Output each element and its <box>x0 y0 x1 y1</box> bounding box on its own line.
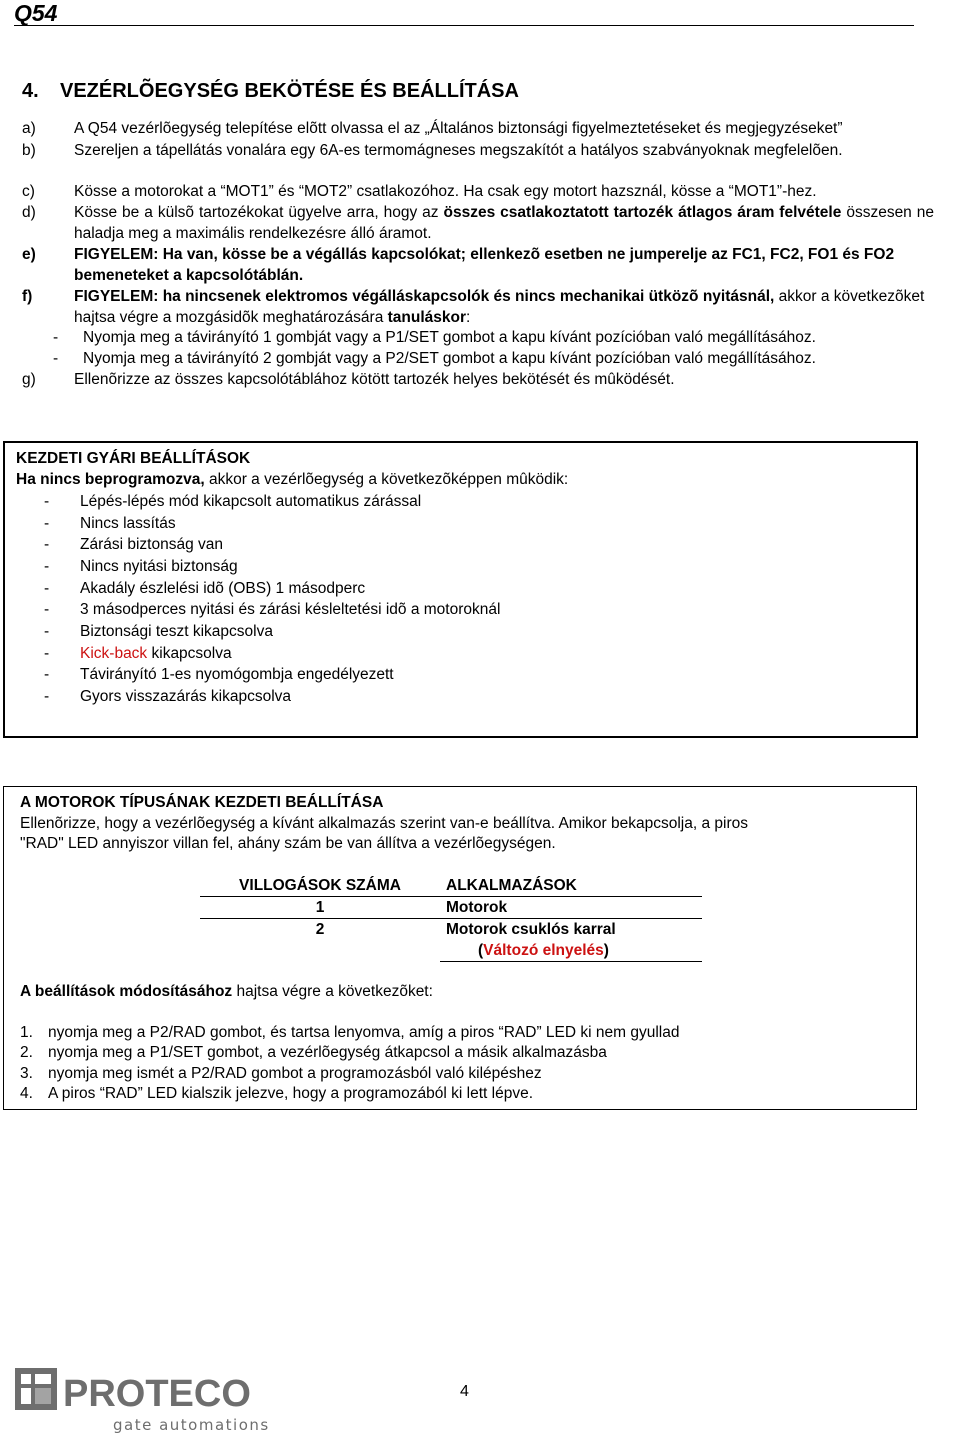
sub-text: Nyomja meg a távirányító 1 gombját vagy a P1/SET gombot a kapu kívánt pozícióban való megállításához. <box>83 329 816 346</box>
page-number: 4 <box>460 1383 469 1400</box>
factory-list-item <box>44 621 273 642</box>
table-cell-line: Motorok csuklós karral <box>446 921 616 938</box>
item-label: e) <box>22 246 36 263</box>
list-text: Gyors visszazárás kikapcsolva <box>80 688 292 705</box>
factory-title: KEZDETI GYÁRI BEÁLLÍTÁSOK <box>16 450 251 467</box>
factory-intro <box>16 469 568 490</box>
proteco-logo <box>15 1368 277 1434</box>
list-item-g <box>22 369 934 390</box>
item-text <box>74 286 934 328</box>
logo-wordmark: PROTECO <box>63 1373 251 1415</box>
factory-list-item <box>44 556 238 577</box>
factory-list-item <box>44 491 421 512</box>
item-f-post: akkor a következõket hajtsa végre a mozgásidõk meghatározására <box>74 288 925 326</box>
sub-dash: - <box>53 350 59 367</box>
list-dash: - <box>44 493 50 510</box>
motors-title: A MOTOROK TÍPUSÁNAK KEZDETI BEÁLLÍTÁSA <box>20 794 384 811</box>
list-text: Zárási biztonság van <box>80 536 224 553</box>
list-item-c <box>22 181 934 202</box>
item-d-bold: összes csatlakoztatott tartozék átlagos áram felvétele <box>443 204 842 221</box>
list-text: kikapcsolva <box>147 645 232 662</box>
list-dash: - <box>44 601 50 618</box>
paren-close: ) <box>603 942 609 959</box>
list-text: Távirányító 1-es nyomógombja engedélyezett <box>80 666 394 683</box>
step-text: nyomja meg a P2/RAD gombot, és tartsa lenyomva, amíg a piros “RAD” LED ki nem gyullad <box>48 1024 680 1041</box>
item-text <box>74 202 934 244</box>
list-item-d <box>22 202 934 244</box>
step-item <box>20 1063 542 1084</box>
list-dash: - <box>44 558 50 575</box>
factory-list-item <box>44 599 500 620</box>
factory-list-item <box>44 686 291 707</box>
modify-bold: A beállítások módosításához <box>20 983 233 1000</box>
list-item-f <box>22 286 934 328</box>
list-text: Biztonsági teszt kikapcsolva <box>80 623 273 640</box>
list-dash: - <box>44 645 50 662</box>
factory-intro-rest: akkor a vezérlõegység a következõképpen mûködik: <box>204 471 569 488</box>
list-text: Nincs nyitási biztonság <box>80 558 238 575</box>
list-dash: - <box>44 536 50 553</box>
table-cell-line <box>446 940 696 961</box>
flash-count-table <box>200 875 702 962</box>
factory-list-item <box>44 513 176 534</box>
step-number: 3. <box>20 1065 33 1082</box>
factory-list-item-kickback <box>44 643 232 664</box>
table-row <box>200 919 702 962</box>
item-text: Ellenõrizze az összes kapcsolótáblához kötött tartozék helyes bekötését és mûködését. <box>74 371 675 388</box>
step-text: nyomja meg a P1/SET gombot, a vezérlõegység átkapcsol a másik alkalmazásba <box>48 1044 607 1061</box>
factory-list-item <box>44 534 223 555</box>
sub-item-2 <box>53 348 816 369</box>
table-cell: Motorok <box>440 897 702 919</box>
section-title <box>22 80 519 103</box>
table-cell: 2 <box>315 921 325 938</box>
list-dash: - <box>44 666 50 683</box>
step-item <box>20 1022 679 1043</box>
item-f-bold: FIGYELEM: ha nincsenek elektromos végálláskapcsolók és nincs mechanikai ütközõ nyitásnál, <box>74 288 775 305</box>
proteco-emblem-icon <box>15 1368 57 1410</box>
sub-item-1 <box>53 327 816 348</box>
item-f-colon: : <box>466 309 471 326</box>
logo-tagline: gate automations <box>113 1416 270 1434</box>
factory-intro-bold: Ha nincs beprogramozva, <box>16 471 205 488</box>
factory-list-item <box>44 664 394 685</box>
item-label: f) <box>22 288 33 305</box>
item-text: A Q54 vezérlõegység telepítése elõtt olvassa el az „Általános biztonsági figyelmeztetéseket és megjegyzéseket” <box>74 120 843 137</box>
factory-list-item <box>44 578 365 599</box>
step-text: nyomja meg ismét a P2/RAD gombot a programozásból való kilépéshez <box>48 1065 542 1082</box>
modify-intro <box>20 981 433 1002</box>
paren-open: ( <box>478 942 484 959</box>
item-label: a) <box>22 120 36 137</box>
list-text: Lépés-lépés mód kikapcsolt automatikus zárással <box>80 493 422 510</box>
list-dash: - <box>44 580 50 597</box>
item-f-bold2: tanuláskor <box>387 309 467 326</box>
document-header-model: Q54 <box>14 0 58 26</box>
list-text: Akadály észlelési idõ (OBS) 1 másodperc <box>80 580 366 597</box>
table-header-row <box>200 875 702 897</box>
list-item-e <box>22 244 934 286</box>
step-number: 1. <box>20 1024 33 1041</box>
sub-text: Nyomja meg a távirányító 2 gombját vagy a P2/SET gombot a kapu kívánt pozícióban való megállításához. <box>83 350 816 367</box>
sub-dash: - <box>53 329 59 346</box>
motors-line-1: Ellenõrizze, hogy a vezérlõegység a kívánt alkalmazás szerint van-e beállítva. Amikor bekapcsolja, a piros <box>20 815 749 832</box>
step-item <box>20 1042 607 1063</box>
section-number: 4. <box>22 80 39 102</box>
section-title-text: VEZÉRLÕEGYSÉG BEKÖTÉSE ÉS BEÁLLÍTÁSA <box>60 80 519 102</box>
header-divider <box>14 25 914 26</box>
list-dash: - <box>44 515 50 532</box>
table-row <box>200 897 702 919</box>
item-label: c) <box>22 183 35 200</box>
table-header-cell: VILLOGÁSOK SZÁMA <box>200 875 440 897</box>
item-d-post: összesen ne haladja meg a maximális rendelkezésre álló áramot. <box>74 204 935 242</box>
item-label: d) <box>22 204 36 221</box>
list-dash: - <box>44 688 50 705</box>
item-d-pre: Kösse be a külsõ tartozékokat ügyelve arra, hogy az <box>74 204 444 221</box>
step-item <box>20 1083 533 1104</box>
motors-line-2: "RAD" LED annyiszor villan fel, ahány szám be van állítva a vezérlõegységen. <box>20 835 556 852</box>
modify-rest: hajtsa végre a következõket: <box>232 983 433 1000</box>
item-text: FIGYELEM: Ha van, kösse be a végállás kapcsolókat; ellenkezõ esetben ne jumperelje az FC1, FC2, FO1 és FO2 bemeneteket a kapcsolótáblán. <box>74 246 895 284</box>
item-label: g) <box>22 371 36 388</box>
list-dash: - <box>44 623 50 640</box>
kickback-highlight: Kick-back <box>80 645 148 662</box>
list-item-b <box>22 140 934 161</box>
table-cell: 1 <box>200 897 440 919</box>
table-header-cell: ALKALMAZÁSOK <box>440 875 702 897</box>
variable-absorption-highlight: Változó elnyelés <box>483 942 604 959</box>
step-number: 2. <box>20 1044 33 1061</box>
list-item-a <box>22 118 934 139</box>
table-cell <box>440 919 702 962</box>
list-text: 3 másodperces nyitási és zárási késleltetési idõ a motoroknál <box>80 601 501 618</box>
list-text: Nincs lassítás <box>80 515 176 532</box>
item-label: b) <box>22 142 36 159</box>
step-text: A piros “RAD” LED kialszik jelezve, hogy a programozából ki lett lépve. <box>48 1085 534 1102</box>
item-text: Szereljen a tápellátás vonalára egy 6A-es termomágneses megszakítót a hatályos szabványoknak megfelelõen. <box>74 142 843 159</box>
item-text: Kösse a motorokat a “MOT1” és “MOT2” csatlakozóhoz. Ha csak egy motort hazsznál, kösse a “MOT1”-hez. <box>74 183 817 200</box>
step-number: 4. <box>20 1085 33 1102</box>
